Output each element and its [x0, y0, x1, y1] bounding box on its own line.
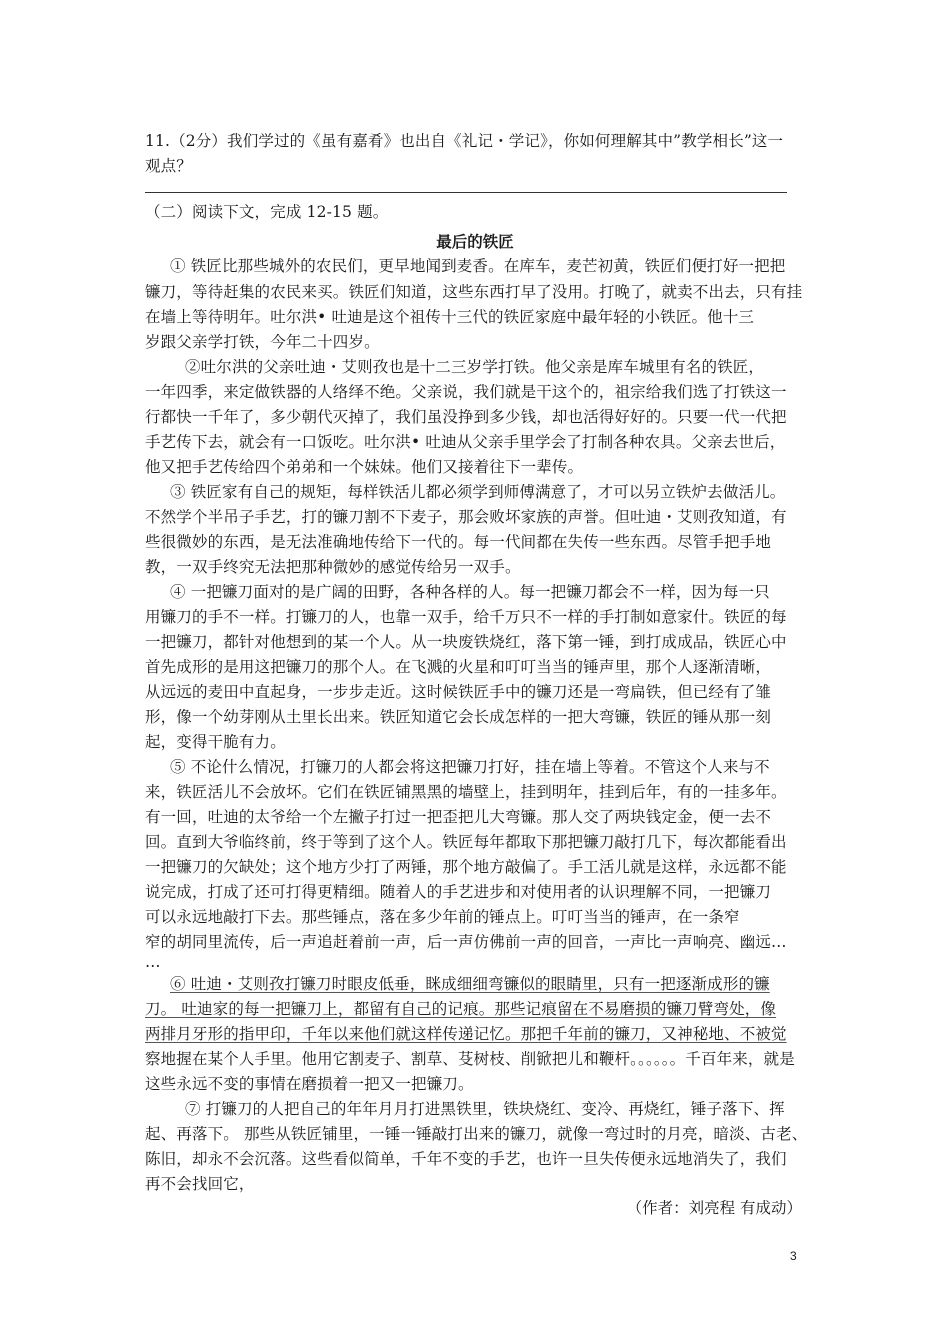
- paragraph-3-line: ③ 铁匠家有自己的规矩，每样铁活儿都必须学到师傅满意了，才可以另立铁炉去做活儿。: [170, 483, 786, 501]
- paragraph-2-line: 行都快一千年了，多少朝代灭掉了，我们虽没挣到多少钱，却也活得好好的。只要一代一代把: [145, 408, 787, 426]
- paragraph-5-line: 窄的胡同里流传，后一声追赶着前一声，后一声仿佛前一声的回音，一声比一声响亮、幽远…: [145, 933, 787, 951]
- paragraph-2-line: 手艺传下去，就会有一口饭吃。吐尔洪• 吐迪从父亲手里学会了打制各种农具。父亲去世后，: [145, 433, 786, 451]
- paragraph-5-line: 说完成，打成了还可打得更精细。随着人的手艺进步和对使用者的认识理解不同，一把镰刀: [145, 883, 772, 901]
- paragraph-2-line: 他又把手艺传给四个弟弟和一个妹妹。他们又接着往下一辈传。: [145, 458, 584, 476]
- paragraph-4-line: 形，像一个幼芽刚从土里长出来。铁匠知道它会长成怎样的一把大弯镰，铁匠的锤从那一刻: [145, 708, 772, 726]
- paragraph-6-line: 两排月牙形的指甲印，千年以来他们就这样传递记忆。那把千年前的镰刀，又神秘地、不被觉: [145, 1025, 787, 1043]
- paragraph-5-line: 可以永远地敲打下去。那些锤点，落在多少年前的锤点上。叮叮当当的锤声，在一条窄: [145, 908, 740, 926]
- question-11-line-2: 观点？: [145, 157, 192, 175]
- paragraph-5-line: 来，铁匠活儿不会放坏。它们在铁匠铺黑黑的墙壁上，挂到明年，挂到后年，有的一挂多年。: [145, 783, 787, 801]
- paragraph-1-line: 岁跟父亲学打铁，今年二十四岁。: [145, 333, 380, 351]
- paragraph-6-line: 这些永远不变的事情在磨损着一把又一把镰刀。: [145, 1075, 474, 1093]
- paragraph-4-line: 从远远的麦田中直起身，一步步走近。这时候铁匠手中的镰刀还是一弯扁铁，但已经有了雏: [145, 683, 772, 701]
- section-intro: （二）阅读下文，完成 12-15 题。: [145, 203, 389, 221]
- paragraph-1-line: ① 铁匠比那些城外的农民们，更早地闻到麦香。在库车，麦芒初黄，铁匠们便打好一把把: [170, 257, 786, 275]
- paragraph-5-line: ⑤ 不论什么情况，打镰刀的人都会将这把镰刀打好，挂在墙上等着。不管这个人来与不: [170, 758, 770, 776]
- paragraph-7-line: 陈旧，却永不会沉落。这些看似简单，千年不变的手艺，也许一旦失传便永远地消失了，我们: [145, 1150, 787, 1168]
- paragraph-4-line: ④ 一把镰刀面对的是广阔的田野，各种各样的人。每一把镰刀都会不一样，因为每一只: [170, 583, 770, 601]
- question-11-line-1: 11.（2分）我们学过的《虽有嘉肴》也出自《礼记・学记》，你如何理解其中”教学相长”这一: [145, 132, 784, 150]
- paragraph-1-line: 在墙上等待明年。吐尔洪• 吐迪是这个祖传十三代的铁匠家庭中最年轻的小铁匠。他十三: [145, 308, 755, 326]
- paragraph-3-line: 些很微妙的东西，是无法准确地传给下一代的。每一代间都在失传一些东西。尽管手把手地: [145, 533, 772, 551]
- paragraph-2-line: ②吐尔洪的父亲吐迪・艾则孜也是十二三岁学打铁。他父亲是库车城里有名的铁匠，: [185, 358, 765, 376]
- paragraph-3-line: 不然学个半吊子手艺，打的镰刀割不下麦子，那会败坏家族的声誉。但吐迪・艾则孜知道，有: [145, 508, 787, 526]
- paragraph-4-line: 用镰刀的手不一样。打镰刀的人，也靠一双手，给千万只不一样的手打制如意家什。铁匠的每: [145, 608, 787, 626]
- paragraph-4-line: 一把镰刀，都针对他想到的某一个人。从一块废铁烧红，落下第一锤，到打成成品，铁匠心中: [145, 633, 787, 651]
- paragraph-7-line: 再不会找回它，: [145, 1175, 255, 1193]
- paragraph-6-line: ⑥ 吐迪・艾则孜打镰刀时眼皮低垂，眯成细细弯镰似的眼睛里，只有一把逐渐成形的镰: [170, 975, 770, 993]
- answer-line: [145, 192, 787, 193]
- paragraph-5-line: …: [145, 953, 161, 971]
- paragraph-6-line: 察地握在某个人手里。他用它割麦子、割草、芟树枝、削锨把儿和鞭杆。。。。。。千百年来，就是: [145, 1050, 795, 1068]
- author-credit: （作者：刘亮程 有成动）: [626, 1199, 802, 1217]
- paragraph-4-line: 首先成形的是用这把镰刀的那个人。在飞溅的火星和叮叮当当的锤声里，那个人逐渐清晰，: [145, 658, 772, 676]
- article-title: 最后的铁匠: [436, 232, 514, 251]
- paragraph-6-line: 刀。 吐迪家的每一把镰刀上，都留有自己的记痕。那些记痕留在不易磨损的镰刀臂弯处，像: [145, 1000, 777, 1018]
- paragraph-7-line: 起、再落下。 那些从铁匠铺里，一锤一锤敲打出来的镰刀，就像一弯过时的月亮，暗淡、古老、: [145, 1125, 808, 1143]
- paragraph-7-line: ⑦ 打镰刀的人把自己的年年月月打进黑铁里，铁块烧红、变冷、再烧红，锤子落下、挥: [185, 1100, 785, 1118]
- paragraph-1-line: 镰刀，等待赶集的农民来买。铁匠们知道，这些东西打早了没用。打晚了，就卖不出去，只有挂: [145, 283, 803, 301]
- paragraph-3-line: 教，一双手终究无法把那种微妙的感觉传给另一双手。: [145, 558, 521, 576]
- paragraph-5-line: 有一回，吐迪的太爷给一个左撇子打过一把歪把儿大弯镰。那人交了两块钱定金，便一去不: [145, 808, 772, 826]
- paragraph-5-line: 回。直到大爷临终前，终于等到了这个人。铁匠每年都取下那把镰刀敲打几下，每次都能看出: [145, 833, 787, 851]
- paragraph-5-line: 一把镰刀的欠缺处；这个地方少打了两锤，那个地方敲偏了。手工活儿就是这样，永远都不能: [145, 858, 787, 876]
- paragraph-4-line: 起，变得干脆有力。: [145, 733, 286, 751]
- page-number: 3: [790, 1249, 797, 1263]
- paragraph-2-line: 一年四季，来定做铁器的人络绎不绝。父亲说，我们就是干这个的，祖宗给我们选了打铁这一: [145, 383, 787, 401]
